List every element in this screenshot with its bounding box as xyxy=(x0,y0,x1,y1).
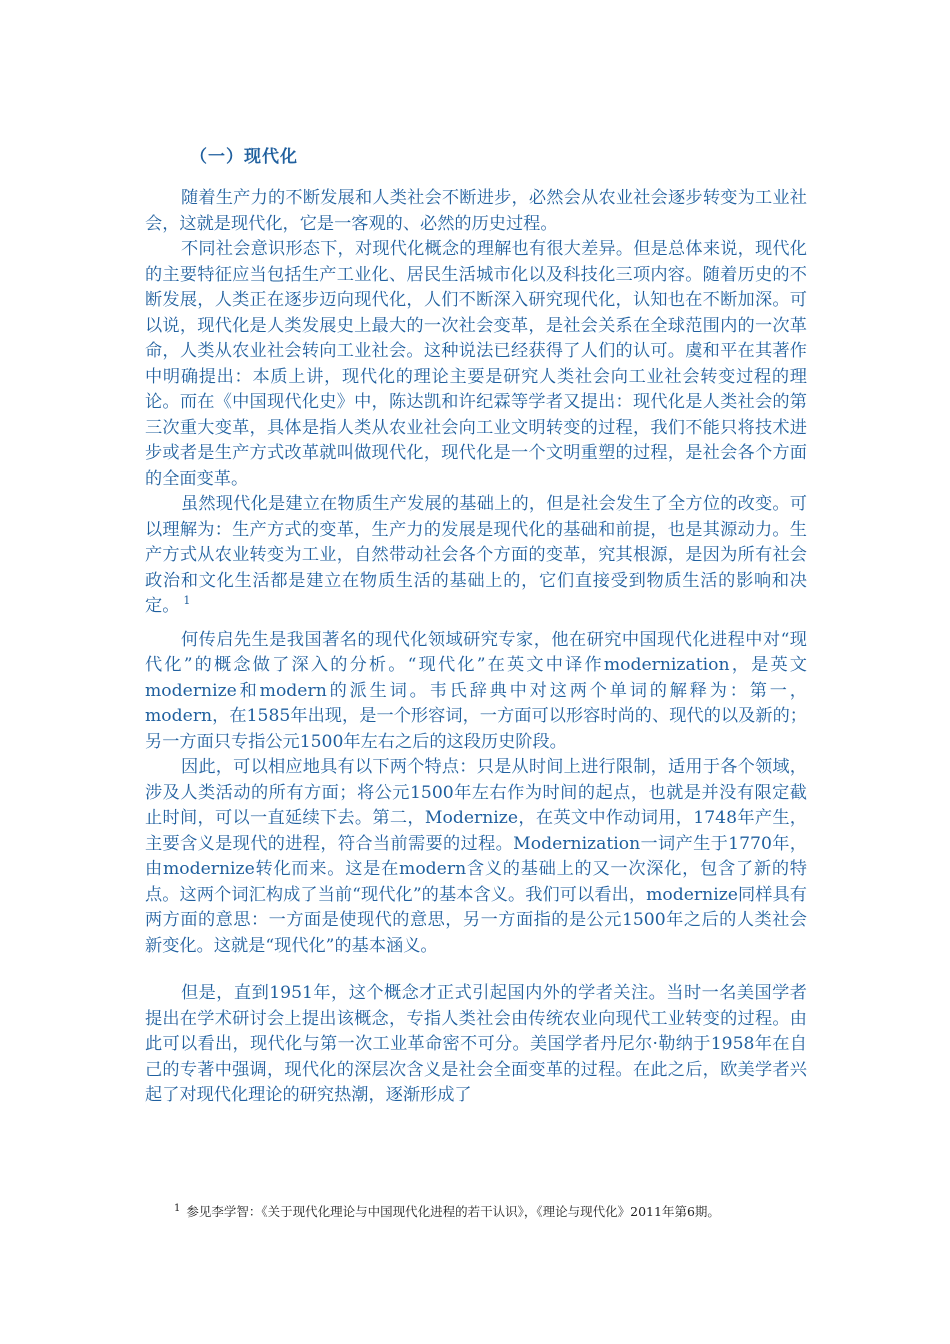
paragraph-1: 随着生产力的不断发展和人类社会不断进步，必然会从农业社会逐步转变为工业社会，这就是现代化，它是一客观的、必然的历史过程。 xyxy=(145,188,807,234)
footnote-marker: 1 xyxy=(174,1203,181,1214)
footnote-reference[interactable]: 1 xyxy=(183,594,191,608)
paragraph-4: 何传启先生是我国著名的现代化领域研究专家，他在研究中国现代化进程中对“现代化”的概念做了深入的分析。“现代化”在英文中译作modernization，是英文modernize和modern的派生词。韦氏辞典中对这两个单词的解释为：第一，modern，在1585年出现，是一个形容词，一方面可以形容时尚的、现代的以及新的；另一方面只专指公元1500年左右之后的这段历史阶段。 xyxy=(145,629,807,752)
footnote-text: 参见李学智：《关于现代化理论与中国现代化进程的若干认识》，《理论与现代化》2011年第6期。 xyxy=(186,1204,720,1220)
footnote xyxy=(174,1200,834,1221)
paragraph-6: 但是，直到1951年，这个概念才正式引起国内外的学者关注。当时一名美国学者提出在学术研讨会上提出该概念，专指人类社会由传统农业向现代工业转变的过程。由此可以看出，现代化与第一次工业革命密不可分。美国学者丹尼尔·勒纳于1958年在自己的专著中强调，现代化的深层次含义是社会全面变革的过程。在此之后，欧美学者兴起了对现代化理论的研究热潮，逐渐形成了 xyxy=(145,983,807,1105)
paragraph-3-text: 虽然现代化是建立在物质生产发展的基础上的，但是社会发生了全方位的改变。可以理解为：生产方式的变革，生产力的发展是现代化的基础和前提，也是其源动力。生产方式从农业转变为工业，自然带动社会各个方面的变革，究其根源，是因为所有社会政治和文化生活都是建立在物质生活的基础上的，它们直接受到物质生活的影响和决定。 xyxy=(145,494,807,616)
paragraph-3 xyxy=(145,492,807,620)
paragraph-2: 不同社会意识形态下，对现代化概念的理解也有很大差异。但是总体来说，现代化的主要特征应当包括生产工业化、居民生活城市化以及科技化三项内容。随着历史的不断发展，人类正在逐步迈向现代化，人们不断深入研究现代化，认知也在不断加深。可以说，现代化是人类发展史上最大的一次社会变革，是社会关系在全球范围内的一次革命，人类从农业社会转向工业社会。这种说法已经获得了人们的认可。虞和平在其著作中明确提出：本质上讲，现代化的理论主要是研究人类社会向工业社会转变过程的理论。而在《中国现代化史》中，陈达凯和许纪霖等学者又提出：现代化是人类社会的第三次重大变革，具体是指人类从农业社会向工业文明转变的过程，我们不能只将技术进步或者是生产方式改革就叫做现代化，现代化是一个文明重塑的过程，是社会各个方面的全面变革。 xyxy=(145,239,807,489)
section-heading: （一）现代化 xyxy=(190,147,298,167)
paragraph-5: 因此，可以相应地具有以下两个特点：只是从时间上进行限制，适用于各个领域，涉及人类活动的所有方面；将公元1500年左右作为时间的起点，也就是并没有限定截止时间，可以一直延续下去。第二，Modernize，在英文中作动词用，1748年产生，主要含义是现代的进程，符合当前需要的过程。Modernization一词产生于1770年，由modernize转化而来。这是在modern含义的基础上的又一次深化，包含了新的特点。这两个词汇构成了当前“现代化”的基本含义。我们可以看出，modernize同样具有两方面的意思：一方面是使现代的意思，另一方面指的是公元1500年之后的人类社会新变化。这就是“现代化”的基本涵义。 xyxy=(145,757,807,956)
body-text xyxy=(145,186,807,1109)
